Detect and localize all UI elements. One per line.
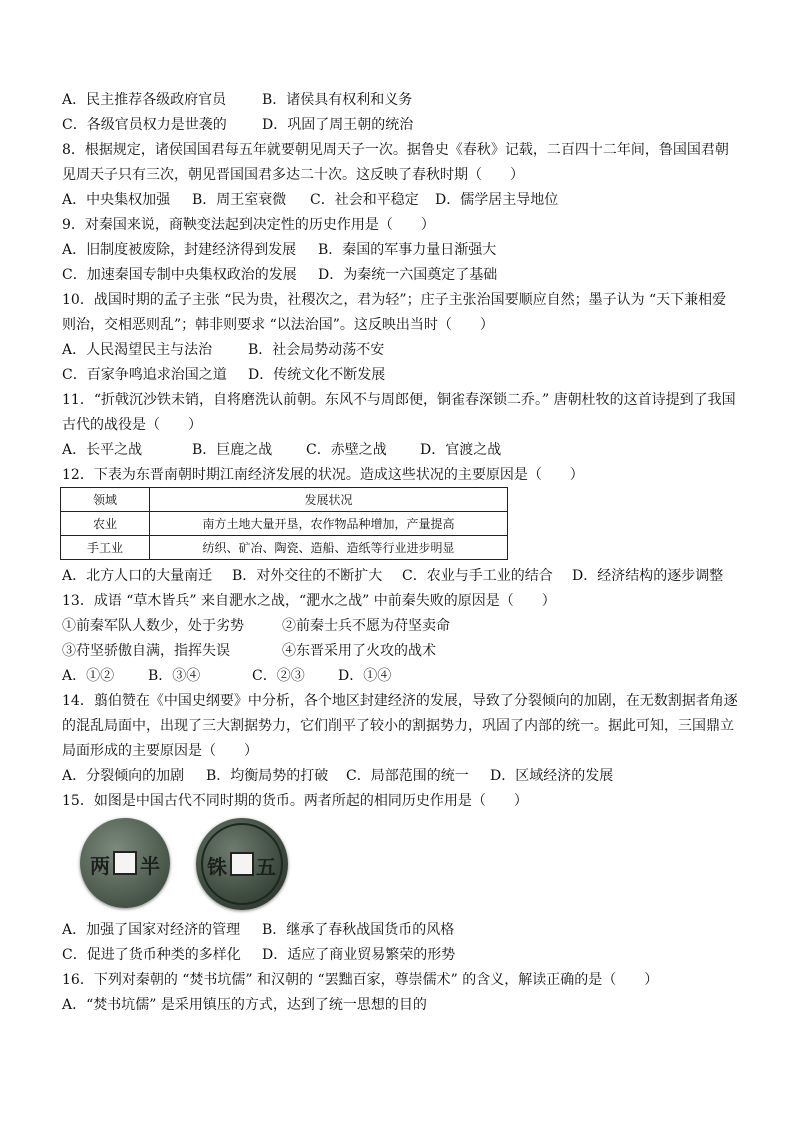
- q12-option-b: B．对外交往的不断扩大: [232, 568, 383, 584]
- q15-option-a: A．加强了国家对经济的管理: [62, 922, 241, 938]
- q12-option-a: A．北方人口的大量南迁: [62, 568, 213, 584]
- q7-option-a: A．民主推荐各级政府官员: [62, 92, 227, 108]
- q15-option-b: B．继承了春秋战国货币的风格: [262, 922, 455, 938]
- q16-stem: 16．下列对秦朝的 “焚书坑儒” 和汉朝的 “罢黜百家，尊崇儒术” 的含义，解读正确的是（ ）: [62, 972, 659, 988]
- q14-option-d: D．区域经济的发展: [490, 768, 614, 784]
- coin2-right-char: 五: [256, 855, 276, 879]
- q7-option-c: C．各级官员权力是世袭的: [62, 117, 227, 133]
- q8-option-b: B．周王室衰微: [192, 192, 287, 208]
- q14-stem-line2: 的混乱局面中，出现了三大割据势力，它们削平了较小的割据势力，巩固了内部的统一。据此可知，三国鼎立: [62, 718, 734, 734]
- q12-option-d: D．经济结构的逐步调整: [572, 568, 724, 584]
- q15-option-d: D．适应了商业贸易繁荣的形势: [262, 947, 456, 963]
- table-cell: 手工业: [61, 536, 150, 560]
- q14-option-a: A．分裂倾向的加剧: [62, 768, 185, 784]
- q10-option-a: A．人民渴望民主与法治: [62, 342, 213, 358]
- table-header-cell: 发展状况: [150, 488, 508, 512]
- wu-zhu-coin-image: [196, 818, 288, 910]
- q13-option-a: A．①②: [62, 668, 115, 684]
- q14-stem-line1: 14．翦伯赞在《中国史纲要》中分析，各个地区封建经济的发展，导致了分裂倾向的加剧，在无数割据者角逐: [62, 693, 738, 709]
- table-header-cell: 领域: [61, 488, 150, 512]
- coin-square-hole: [230, 852, 254, 876]
- q14-option-c: C．局部范围的统一: [346, 768, 469, 784]
- q11-stem-line2: 古代的战役是（ ）: [62, 417, 202, 433]
- q10-option-c: C．百家争鸣追求治国之道: [62, 367, 227, 383]
- coin1-right-char: 半: [140, 854, 160, 878]
- coin-square-hole: [113, 851, 137, 875]
- q7-option-d: D．巩固了周王朝的统治: [262, 117, 414, 133]
- q13-statement-1: ①前秦军队人数少，处于劣势: [62, 618, 244, 634]
- q7-option-b: B．诸侯具有权利和义务: [262, 92, 413, 108]
- q13-statement-2: ②前秦士兵不愿为苻坚卖命: [282, 618, 450, 634]
- ban-liang-coin-image: [80, 818, 170, 908]
- q9-option-a: A．旧制度被废除，封建经济得到发展: [62, 242, 297, 258]
- table-row: [61, 512, 508, 536]
- q11-stem-line1: 11．“折戟沉沙铁未销，自将磨洗认前朝。东风不与周郎便，铜雀春深锁二乔。” 唐朝杜牧的这首诗提到了我国: [62, 392, 736, 408]
- table-cell: 南方土地大量开垦，农作物品种增加，产量提高: [150, 512, 508, 536]
- q13-statement-4: ④东晋采用了火攻的战术: [282, 643, 436, 659]
- q8-option-a: A．中央集权加强: [62, 192, 171, 208]
- q14-option-b: B．均衡局势的打破: [206, 768, 329, 784]
- q11-option-c: C．赤壁之战: [306, 442, 387, 458]
- q15-option-c: C．促进了货币种类的多样化: [62, 947, 241, 963]
- q16-option-a: A．“焚书坑儒” 是采用镇压的方式，达到了统一思想的目的: [62, 997, 427, 1013]
- q15-stem: 15．如图是中国古代不同时期的货币。两者所起的相同历史作用是（ ）: [62, 793, 528, 809]
- q12-option-c: C．农业与手工业的结合: [402, 568, 553, 584]
- q14-stem-line3: 局面形成的主要原因是（ ）: [62, 743, 258, 759]
- q10-option-b: B．社会局势动荡不安: [248, 342, 385, 358]
- table-cell: 农业: [61, 512, 150, 536]
- q8-stem-line1: 8．根据规定，诸侯国国君每五年就要朝见周天子一次。据鲁史《春秋》记载，二百四十二年间，鲁国国君朝: [62, 142, 729, 158]
- q8-option-d: D．儒学居主导地位: [435, 192, 559, 208]
- table-row: [61, 536, 508, 560]
- q8-stem-line2: 见周天子只有三次，朝见晋国国君多达二十次。这反映了春秋时期（ ）: [62, 167, 524, 183]
- q9-option-b: B．秦国的军事力量日渐强大: [318, 242, 497, 258]
- q9-option-c: C．加速秦国专制中央集权政治的发展: [62, 267, 297, 283]
- q13-stem: 13．成语 “草木皆兵” 来自淝水之战，“淝水之战” 中前秦失败的原因是（ ）: [62, 593, 556, 609]
- table-header-row: [61, 488, 508, 512]
- q8-option-c: C．社会和平稳定: [310, 192, 419, 208]
- q12-table: [60, 487, 508, 560]
- coin2-left-char: 铢: [207, 855, 227, 879]
- q13-option-b: B．③④: [148, 668, 201, 684]
- q13-option-c: C．②③: [252, 668, 305, 684]
- q10-stem-line2: 则治，交相恶则乱”；韩非则要求 “以法治国”。这反映出当时（ ）: [62, 317, 494, 333]
- q11-option-d: D．官渡之战: [420, 442, 502, 458]
- q11-option-b: B．巨鹿之战: [192, 442, 273, 458]
- q9-stem: 9．对秦国来说，商鞅变法起到决定性的历史作用是（ ）: [62, 217, 435, 233]
- q10-stem-line1: 10．战国时期的孟子主张 “民为贵，社稷次之，君为轻”；庄子主张治国要顺应自然；墨子认为 “天下兼相爱: [62, 292, 727, 308]
- q11-option-a: A．长平之战: [62, 442, 143, 458]
- q12-stem: 12．下表为东晋南朝时期江南经济发展的状况。造成这些状况的主要原因是（ ）: [62, 467, 584, 483]
- coin1-left-char: 两: [90, 854, 110, 878]
- q13-option-d: D．①④: [338, 668, 392, 684]
- q10-option-d: D．传统文化不断发展: [248, 367, 386, 383]
- q9-option-d: D．为秦统一六国奠定了基础: [318, 267, 498, 283]
- table-cell: 纺织、矿冶、陶瓷、造船、造纸等行业进步明显: [150, 536, 508, 560]
- q13-statement-3: ③苻坚骄傲自满，指挥失误: [62, 643, 230, 659]
